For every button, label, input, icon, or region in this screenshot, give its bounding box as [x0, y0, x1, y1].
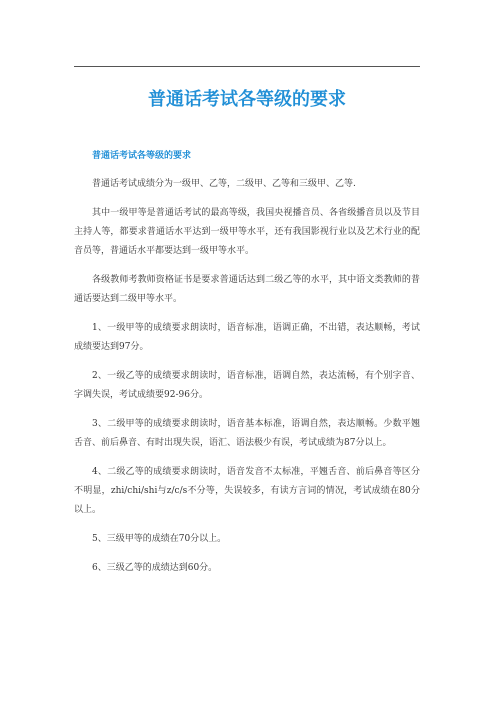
- paragraph-level3b: 6、三级乙等的成绩达到60分。: [92, 563, 218, 573]
- paragraph-level1b: 2、一级乙等的成绩要求朗读时，语音标准，语调自然，表达流畅，有个别字音、字调失误，考试成绩要92-96分。: [74, 371, 420, 400]
- document-title: 普通话考试各等级的要求: [148, 89, 346, 110]
- paragraph-level2a: 3、二级甲等的成绩要求朗读时，语音基本标准，语调自然，表达顺畅。少数平翘舌音、前后鼻音、有时出现失误，语汇、语法极少有误，考试成绩为87分以上。: [74, 419, 420, 448]
- document-body: [74, 149, 420, 578]
- section-heading: 普通话考试各等级的要求: [92, 151, 192, 161]
- paragraph-level1a-intro: 其中一级甲等是普通话考试的最高等级，我国央视播音员、各省级播音员以及节目主持人等，都要求普通话水平达到一级甲等水平，还有我国影视行业以及艺术行业的配音员等，普通话水平都要达到一级甲等水平。: [74, 208, 420, 256]
- paragraph-level1a: 1、一级甲等的成绩要求朗读时，语音标准，语调正确，不出错，表达顺畅，考试成绩要达到97分。: [74, 323, 420, 352]
- paragraph-teacher-requirement: 各级教师考教师资格证书是要求普通话达到二级乙等的水平，其中语文类教师的普通话要达到二级甲等水平。: [74, 275, 420, 304]
- header-rule: [74, 66, 420, 67]
- paragraph-level2b: 4、二级乙等的成绩要求朗读时，语音发音不太标准，平翘舌音、前后鼻音等区分不明显，zhi/chi/shi与z/c/s不分等，失误较多，有读方言词的情况，考试成绩在80分以上。: [74, 467, 420, 515]
- paragraph-level3a: 5、三级甲等的成绩在70分以上。: [92, 534, 227, 544]
- paragraph-grades-overview: 普通话考试成绩分为一级甲、乙等，二级甲、乙等和三级甲、乙等.: [92, 179, 356, 189]
